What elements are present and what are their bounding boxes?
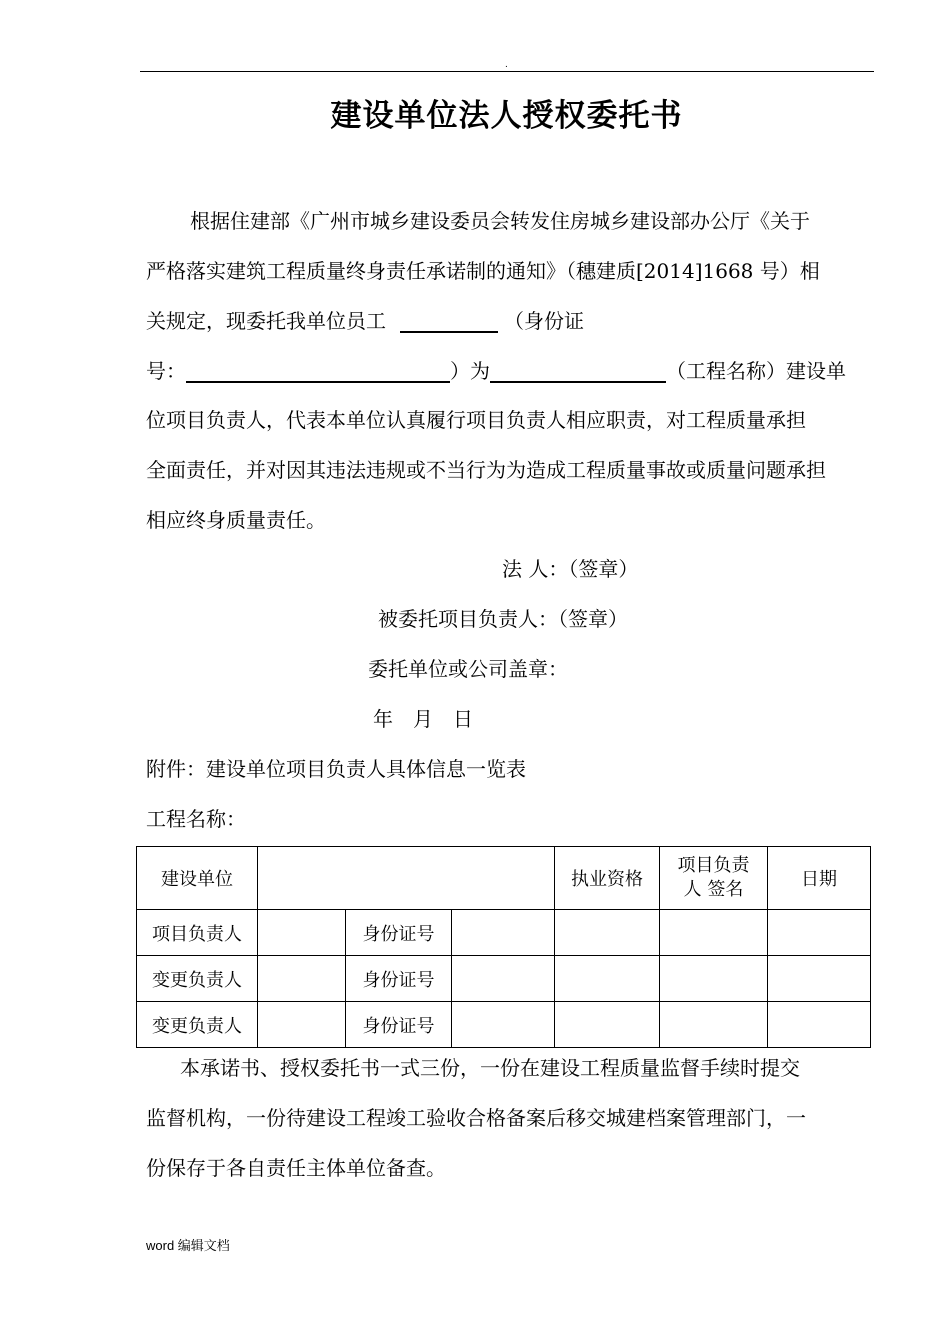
date-cell[interactable]	[768, 910, 871, 956]
qualification-cell[interactable]	[555, 1002, 660, 1048]
body-line-4	[146, 359, 846, 383]
header-mark: .	[505, 59, 508, 70]
name-cell[interactable]	[258, 1002, 346, 1048]
table-row	[137, 956, 871, 1002]
document-title: 建设单位法人授权委托书	[330, 98, 683, 134]
body-line-2: 严格落实建筑工程质量终身责任承诺制的通知》（穗建质[2014]1668 号）相	[146, 259, 820, 283]
body-line-5: 位项目负责人，代表本单位认真履行项目负责人相应职责，对工程质量承担	[146, 408, 806, 432]
closing-line-2: 监督机构，一份待建设工程竣工验收合格备案后移交城建档案管理部门，一	[146, 1106, 806, 1130]
body-line-7: 相应终身质量责任。	[146, 508, 326, 532]
table-header-row	[137, 847, 871, 910]
role-cell: 变更负责人	[137, 1002, 258, 1048]
delegate-signature: 被委托项目负责人：（签章）	[378, 607, 628, 631]
table-row	[137, 910, 871, 956]
body-line-6: 全面责任，并对因其违法违规或不当行为为造成工程质量事故或质量问题承担	[146, 458, 826, 482]
id-value-cell[interactable]	[452, 1002, 555, 1048]
id-value-cell[interactable]	[452, 910, 555, 956]
signature-header-line-2: 人 签名	[683, 879, 744, 900]
attachment-title: 附件：建设单位项目负责人具体信息一览表	[146, 757, 526, 781]
name-cell[interactable]	[258, 956, 346, 1002]
qualification-header: 执业资格	[555, 847, 660, 910]
id-label-cell: 身份证号	[346, 956, 452, 1002]
date-header: 日期	[768, 847, 871, 910]
body-line-4-mid: ）为	[450, 359, 490, 383]
signature-date: 年 月 日	[373, 707, 473, 731]
id-label-cell: 身份证号	[346, 1002, 452, 1048]
signature-cell[interactable]	[660, 1002, 768, 1048]
unit-label-cell: 建设单位	[137, 847, 258, 910]
id-label-cell: 身份证号	[346, 910, 452, 956]
signature-cell[interactable]	[660, 910, 768, 956]
body-line-3	[146, 309, 584, 333]
role-cell: 项目负责人	[137, 910, 258, 956]
name-cell[interactable]	[258, 910, 346, 956]
qualification-cell[interactable]	[555, 910, 660, 956]
project-name-label: 工程名称：	[146, 807, 246, 831]
footer-text: word 编辑文档	[146, 1238, 230, 1253]
signature-header	[660, 847, 768, 910]
date-cell[interactable]	[768, 1002, 871, 1048]
id-number-blank[interactable]	[186, 359, 450, 383]
closing-line-1: 本承诺书、授权委托书一式三份，一份在建设工程质量监督手续时提交	[180, 1056, 800, 1080]
body-line-1: 根据住建部《广州市城乡建设委员会转发住房城乡建设部办公厅《关于	[190, 209, 810, 233]
legal-person-signature: 法 人：（签章）	[502, 557, 639, 581]
unit-value-cell[interactable]	[258, 847, 555, 910]
id-value-cell[interactable]	[452, 956, 555, 1002]
signature-header-line-1: 项目负责	[677, 855, 750, 876]
signature-cell[interactable]	[660, 956, 768, 1002]
qualification-cell[interactable]	[555, 956, 660, 1002]
body-line-3-text: 关规定，现委托我单位员工	[146, 309, 386, 333]
project-name-blank[interactable]	[490, 359, 666, 383]
date-cell[interactable]	[768, 956, 871, 1002]
table-row	[137, 1002, 871, 1048]
body-line-3-tail: （身份证	[504, 309, 584, 333]
info-table	[136, 846, 871, 1048]
company-seal: 委托单位或公司盖章：	[368, 657, 568, 681]
closing-line-3: 份保存于各自责任主体单位备查。	[146, 1156, 446, 1180]
role-cell: 变更负责人	[137, 956, 258, 1002]
id-number-label: 号：	[146, 359, 186, 383]
body-line-4-tail: （工程名称）建设单	[666, 359, 846, 383]
header-rule	[140, 71, 874, 72]
employee-name-blank[interactable]	[400, 309, 498, 333]
